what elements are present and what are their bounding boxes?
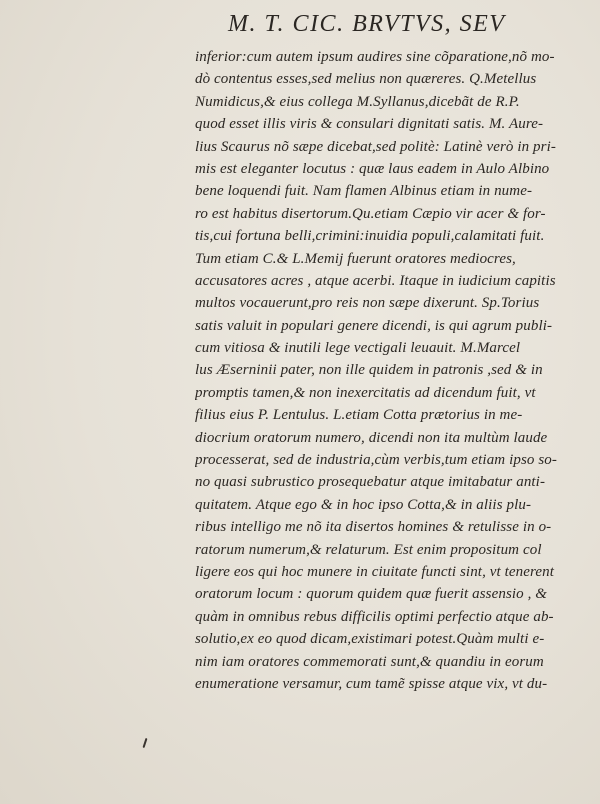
- text-line: ro est habitus disertorum.Qu.etiam Cæpio vir acer & for-: [195, 205, 546, 222]
- text-line: quod esset illis viris & consulari dignitati satis. M. Aure-: [195, 116, 544, 133]
- text-line: quàm in omnibus rebus difficilis optimi perfectio atque ab-: [195, 608, 554, 625]
- text-line: satis valuit in populari genere dicendi, is qui agrum publi-: [195, 317, 553, 334]
- text-line: nim iam oratores commemorati sunt,& quandiu in eorum: [195, 653, 544, 670]
- text-line: tis,cui fortuna belli,crimini:inuidia populi,calamitati fuit.: [195, 228, 545, 245]
- text-line: Tum etiam C.& L.Memij fuerunt oratores mediocres,: [195, 250, 516, 267]
- text-line: oratorum locum : quorum quidem quæ fuerit assensio , &: [195, 586, 548, 603]
- text-line: enumeratione versamur, cum tamẽ spisse atque vix, vt du-: [195, 675, 548, 692]
- text-line: Numidicus,& eius collega M.Syllanus,dicebãt de R.P.: [195, 93, 520, 110]
- text-line: solutio,ex eo quod dicam,existimari potest.Quàm multi e-: [195, 631, 545, 648]
- text-line: dò contentus esses,sed melius non quæreres. Q.Metellus: [195, 71, 537, 88]
- running-head: M. T. CIC. BRVTVS, SEV: [228, 11, 506, 37]
- text-line: promptis tamen,& non inexercitatis ad dicendum fuit, vt: [195, 384, 536, 401]
- text-line: no quasi subrustico prosequebatur atque imitabatur anti-: [195, 474, 546, 491]
- body-text: [195, 46, 580, 695]
- text-line: quitatem. Atque ego & in hoc ipso Cotta,& in aliis plu-: [195, 496, 532, 513]
- ink-mark: [143, 738, 148, 748]
- text-line: ribus intelligo me nõ ita disertos homines & retulisse in o-: [195, 519, 552, 536]
- text-line: accusatores acres , atque acerbi. Itaque in iudicium capitis: [195, 272, 556, 289]
- text-line: multos vocauerunt,pro reis non sæpe dixerunt. Sp.Torius: [195, 295, 540, 312]
- text-line: cum vitiosa & inutili lege vectigali leuauit. M.Marcel: [195, 340, 521, 357]
- text-line: processerat, sed de industria,cùm verbis,tum etiam ipso so-: [195, 452, 557, 469]
- text-line: bene loquendi fuit. Nam flamen Albinus etiam in nume-: [195, 183, 533, 200]
- text-line: inferior:cum autem ipsum audires sine cõparatione,nõ mo-: [195, 49, 555, 65]
- text-line: lus Æserninii pater, non ille quidem in patronis ,sed & in: [195, 362, 543, 379]
- text-line: ligere eos qui hoc munere in ciuitate functi sint, vt tenerent: [195, 563, 555, 580]
- text-line: mis est eleganter locutus : quæ laus eadem in Aulo Albino: [195, 160, 550, 177]
- text-line: filius eius P. Lentulus. L.etiam Cotta prætorius in me-: [195, 407, 523, 424]
- text-line: diocrium oratorum numero, dicendi non ita multùm laude: [195, 429, 548, 446]
- text-line: lius Scaurus nõ sæpe dicebat,sed politè: Latinè verò in pri-: [195, 138, 556, 155]
- text-line: ratorum numerum,& relaturum. Est enim propositum col: [195, 541, 542, 558]
